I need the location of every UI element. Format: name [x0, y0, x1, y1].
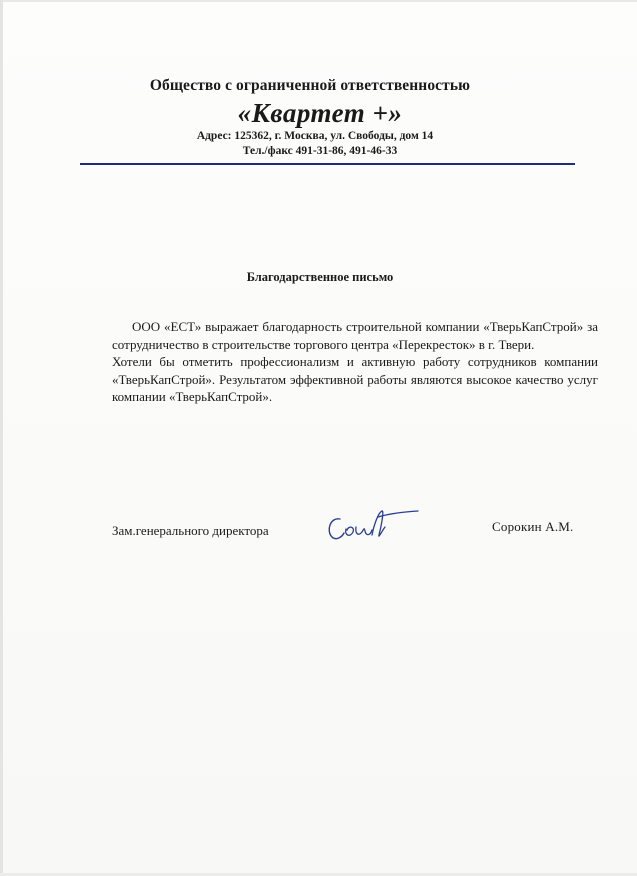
- body-paragraph-2: Хотели бы отметить профессионализм и активную работу сотрудников компании «ТверьКапСтрой». Результатом эффективной работы являются высокое качество услуг компании «ТверьКапСтрой».: [112, 354, 598, 404]
- company-address: Адрес: 125362, г. Москва, ул. Свободы, дом 14: [196, 130, 434, 142]
- signer-position: Зам.генерального директора: [112, 523, 269, 538]
- company-name-heading: «Квартет +»: [237, 98, 403, 128]
- company-phone: Тел./факс 491-31-86, 491-46-33: [242, 145, 398, 157]
- letter-body: [112, 318, 598, 406]
- company-type-heading: Общество с ограниченной ответственностью: [149, 77, 471, 94]
- page-left-edge: [0, 0, 3, 876]
- letterhead-divider: [80, 163, 575, 165]
- signature-block: [0, 505, 637, 555]
- page-top-edge: [0, 0, 637, 2]
- handwritten-signature-icon: [322, 505, 422, 547]
- document-title: Благодарственное письмо: [246, 270, 394, 284]
- signer-name: Сорокин А.М.: [492, 519, 574, 534]
- body-paragraph-1: ООО «ЕСТ» выражает благодарность строительной компании «ТверьКапСтрой» за сотрудничество в строительстве торгового центра «Перекресток» в г. Твери.: [112, 319, 598, 352]
